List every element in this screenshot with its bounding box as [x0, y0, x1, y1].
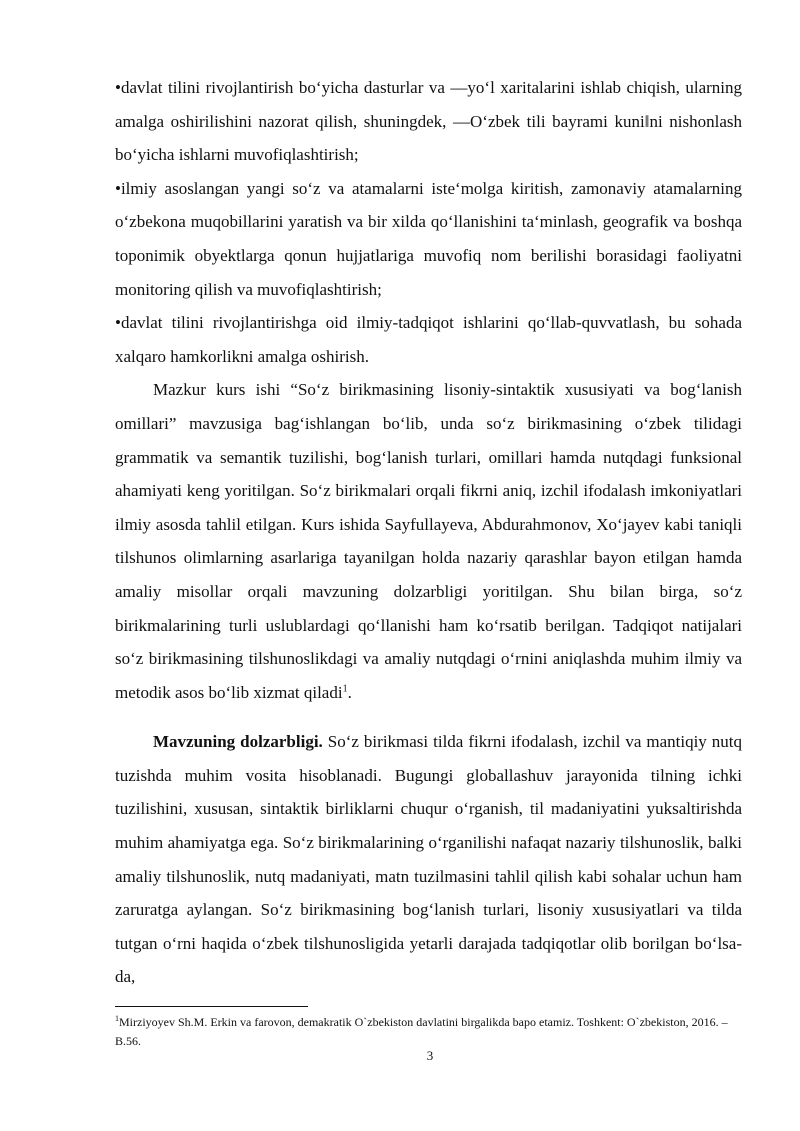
intro-paragraph-text: Mazkur kurs ishi “So‘z birikmasining lisoniy-sintaktik xususiyati va bog‘lanish omillari” mavzusiga bag‘ishlangan bo‘lib, unda so‘z birikmasining o‘zbek tilidagi grammatik va semantik tuzilishi, bog‘lanish turlari, omillari hamda nutqdagi funksional ahamiyati keng yoritilgan. So‘z birikmalari orqali fikrni aniq, izchil ifodalash imkoniyatlari ilmiy asosda tahlil etilgan. Kurs ishida Sayfullayeva, Abdurahmonov, Xo‘jayev kabi taniqli tilshunos olimlarning asarlariga tayanilgan holda nazariy qarashlar bayon etilgan hamda amaliy misollar orqali mavzuning dolzarbligi yoritilgan. Shu bilan birga, so‘z birikmalarining turli uslublardagi qo‘llanishi ham ko‘rsatib berilgan. Tadqiqot natijalari so‘z birikmasining tilshunoslikdagi va amaliy nutqdagi o‘rnini aniqlashda muhim ilmiy va metodik asos bo‘lib xizmat qiladi	[115, 380, 742, 702]
relevance-paragraph-text: So‘z birikmasi tilda fikrni ifodalash, izchil va mantiqiy nutq tuzishda muhim vosita hisoblanadi. Bugungi globallashuv jarayonida tilning ichki tuzilishini, xususan, sintaktik birliklarni chuqur o‘rganish, til madaniyatini yuksaltirishda muhim ahamiyatga ega. So‘z birikmalarining o‘rganilishi nafaqat nazariy tilshunoslik, balki amaliy tilshunoslik, nutq madaniyati, matn tuzilmasini tahlil qilish kabi sohalar uchun ham zaruratga aylangan. So‘z birikmasining bog‘lanish turlari, lisoniy xususiyatlari va tilda tutgan o‘rni haqida o‘zbek tilshunosligida yetarli darajada tadqiqotlar olib borilgan bo‘lsa-da,	[115, 732, 743, 987]
bullet-item: •davlat tilini rivojlantirish bo‘yicha dasturlar va ―yo‘l xaritalarini ishlab chiqish, ularning amalga oshirilishini nazorat qilish, shuningdek, ―O‘zbek tili bayrami kuni‖ni nishonlash bo‘yicha ishlarni muvofiqlashtirish;	[115, 78, 742, 165]
footnote-separator	[115, 1006, 308, 1007]
footnote-marker: 1	[115, 1014, 119, 1023]
page-number: 3	[426, 1048, 434, 1063]
footnote-reference[interactable]: 1	[342, 683, 348, 695]
bullet-item: •davlat tilini rivojlantirishga oid ilmiy-tadqiqot ishlarini qo‘llab-quvvatlash, bu sohada xalqaro hamkorlikni amalga oshirish.	[115, 313, 742, 366]
paragraph-end: .	[347, 682, 352, 702]
footnote-text: Mirziyoyev Sh.M. Erkin va farovon, demakratik O`zbekiston davlatini birgalikda bapo etamiz. Toshkent: O`zbekiston, 2016. – B.56.	[115, 1015, 728, 1048]
relevance-paragraph	[115, 725, 742, 994]
bullet-item: •ilmiy asoslangan yangi so‘z va atamalarni iste‘molga kiritish, zamonaviy atamalarning o‘zbekona muqobillarini yaratish va bir xilda qo‘llanishini ta‘minlash, geografik va boshqa toponimik obyektlarga qonun hujjatlariga muvofiq nom berilishi borasidagi faoliyatni monitoring qilish va muvofiqlashtirish;	[115, 178, 742, 299]
section-heading: Mavzuning dolzarbligi.	[153, 732, 323, 752]
main-text	[115, 71, 742, 994]
footnote	[115, 1013, 742, 1051]
intro-paragraph	[115, 373, 742, 709]
